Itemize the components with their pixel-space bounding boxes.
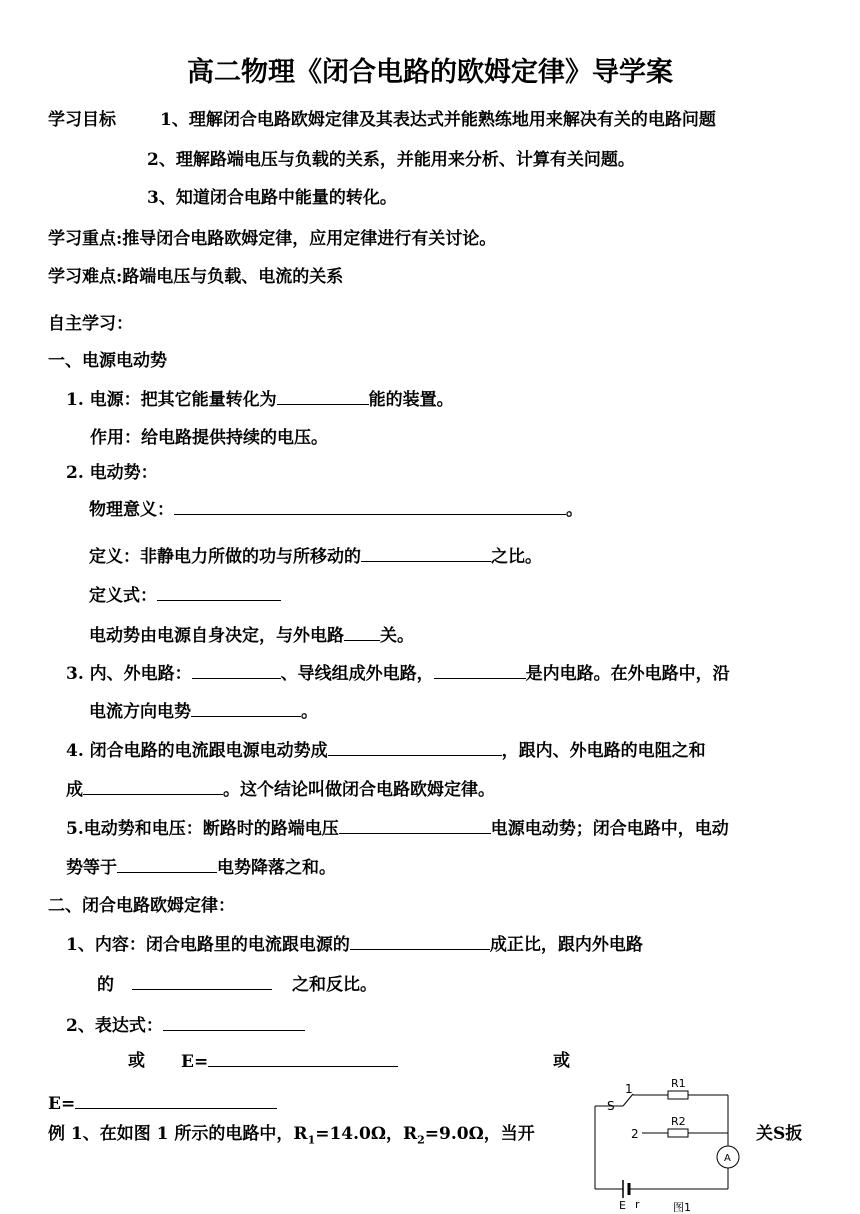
q1-text: 1. 电源：把其它能量转化为 xyxy=(66,390,277,410)
formula xyxy=(89,584,281,607)
answer-blank[interactable] xyxy=(132,973,272,990)
q4-text: 成 xyxy=(66,780,83,800)
def-text: 定义：非静电力所做的功与所移动的 xyxy=(89,547,361,567)
q3 xyxy=(66,662,730,685)
q5-cont xyxy=(66,856,336,879)
answer-blank[interactable] xyxy=(117,856,217,873)
answer-blank[interactable] xyxy=(192,662,281,679)
q3-text: 是内电路。在外电路中，沿 xyxy=(525,664,730,684)
formula-e2 xyxy=(48,1092,277,1115)
q5-text: 5.电动势和电压：断路时的路端电压 xyxy=(66,819,339,839)
formula-e1 xyxy=(181,1050,398,1073)
q1 xyxy=(66,388,454,411)
expression-label: 2、表达式： xyxy=(66,1016,163,1036)
q1-tail: 能的装置。 xyxy=(368,390,454,410)
node-2-label: 2 xyxy=(631,1127,639,1141)
r1-symbol: R xyxy=(293,1124,308,1144)
figure-caption: 图1 xyxy=(673,1201,691,1212)
switch-label: S xyxy=(607,1099,615,1113)
page-title: 高二物理《闭合电路的欧姆定律》导学案 xyxy=(187,57,673,88)
expression xyxy=(66,1014,305,1037)
q3-text: 、导线组成外电路， xyxy=(280,664,434,684)
answer-blank[interactable] xyxy=(361,545,491,562)
emf-label: E xyxy=(619,1199,626,1212)
q4-text: 。这个结论叫做闭合电路欧姆定律。 xyxy=(223,780,495,800)
goals-label: 学习目标 xyxy=(48,110,116,130)
content-1-cont xyxy=(97,973,377,996)
q5 xyxy=(66,817,729,840)
r1-subscript: 1 xyxy=(307,1133,316,1147)
content-text: 的 xyxy=(97,975,114,995)
r1-value: =14.0Ω， xyxy=(315,1124,403,1144)
decide-text: 电动势由电源自身决定，与外电路 xyxy=(89,626,344,646)
answer-blank[interactable] xyxy=(328,739,502,756)
r2-symbol: R xyxy=(403,1124,418,1144)
r1-resistor xyxy=(668,1091,688,1099)
content-text: 1、内容：闭合电路里的电流跟电源的 xyxy=(66,935,350,955)
meaning xyxy=(89,498,583,521)
answer-blank[interactable] xyxy=(163,1014,305,1031)
period: 。 xyxy=(566,500,583,520)
content-text: 之和反比。 xyxy=(292,975,377,995)
period: 。 xyxy=(301,702,318,722)
r1-label: R1 xyxy=(671,1077,686,1090)
content-text: 成正比，跟内外电路 xyxy=(489,935,643,955)
example-1 xyxy=(48,1123,535,1151)
goal-1: 1、理解闭合电路欧姆定律及其表达式并能熟练地用来解决有关的电路问题 xyxy=(160,110,716,130)
definition xyxy=(89,545,542,568)
def-tail: 之比。 xyxy=(491,547,542,567)
goal-3: 3、知道闭合电路中能量的转化。 xyxy=(147,188,397,208)
difficulty: 学习难点:路端电压与负载、电流的关系 xyxy=(48,267,344,287)
answer-blank[interactable] xyxy=(157,584,281,601)
or-1: 或 xyxy=(128,1051,145,1071)
circuit-figure xyxy=(585,1072,760,1212)
answer-blank[interactable] xyxy=(191,700,301,717)
answer-blank[interactable] xyxy=(277,388,369,405)
q5-text: 电源电动势；闭合电路中，电动 xyxy=(490,819,729,839)
ammeter-label: A xyxy=(724,1153,731,1164)
example-1-right: 关S扳 xyxy=(756,1124,803,1144)
formula-label: 定义式： xyxy=(89,586,157,606)
answer-blank[interactable] xyxy=(434,662,526,679)
q5-text: 电势降落之和。 xyxy=(217,858,336,878)
r2-value: =9.0Ω xyxy=(424,1124,484,1144)
meaning-label: 物理意义： xyxy=(89,500,174,520)
answer-blank[interactable] xyxy=(339,817,491,834)
q3-text: 电流方向电势 xyxy=(89,702,191,722)
internal-resistance-label: r xyxy=(635,1198,640,1211)
r2-resistor xyxy=(668,1129,688,1137)
q3-cont xyxy=(89,700,318,723)
answer-blank[interactable] xyxy=(208,1050,398,1067)
goal-2: 2、理解路端电压与负载的关系，并能用来分析、计算有关问题。 xyxy=(147,150,635,170)
answer-blank[interactable] xyxy=(350,933,490,950)
answer-blank[interactable] xyxy=(75,1092,277,1109)
e-label: E= xyxy=(181,1052,209,1072)
answer-blank[interactable] xyxy=(174,498,566,515)
key-point: 学习重点:推导闭合电路欧姆定律，应用定律进行有关讨论。 xyxy=(48,229,497,249)
q4 xyxy=(66,739,706,762)
decide xyxy=(89,624,414,647)
q5-text: 势等于 xyxy=(66,858,117,878)
section2-heading: 二、闭合电路欧姆定律： xyxy=(48,896,235,916)
q2: 2. 电动势： xyxy=(66,463,158,483)
node-1-label: 1 xyxy=(625,1082,633,1096)
section1-heading: 一、电源电动势 xyxy=(48,351,167,371)
r2-subscript: 2 xyxy=(417,1133,425,1147)
q3-text: 3. 内、外电路： xyxy=(66,664,192,684)
q4-text: 4. 闭合电路的电流跟电源电动势成 xyxy=(66,741,328,761)
example-text: ，当开 xyxy=(483,1124,535,1144)
answer-blank[interactable] xyxy=(344,624,380,641)
content-1 xyxy=(66,933,643,956)
or-2: 或 xyxy=(553,1051,570,1071)
q4-cont xyxy=(66,778,495,801)
q1-use: 作用：给电路提供持续的电压。 xyxy=(90,428,328,448)
q4-text: ，跟内、外电路的电阻之和 xyxy=(501,741,706,761)
decide-tail: 关。 xyxy=(380,626,414,646)
self-study: 自主学习： xyxy=(48,314,133,334)
answer-blank[interactable] xyxy=(83,778,223,795)
e-label: E= xyxy=(48,1094,76,1114)
r2-label: R2 xyxy=(671,1115,686,1128)
example-text: 例 1、在如图 1 所示的电路中， xyxy=(48,1124,294,1144)
